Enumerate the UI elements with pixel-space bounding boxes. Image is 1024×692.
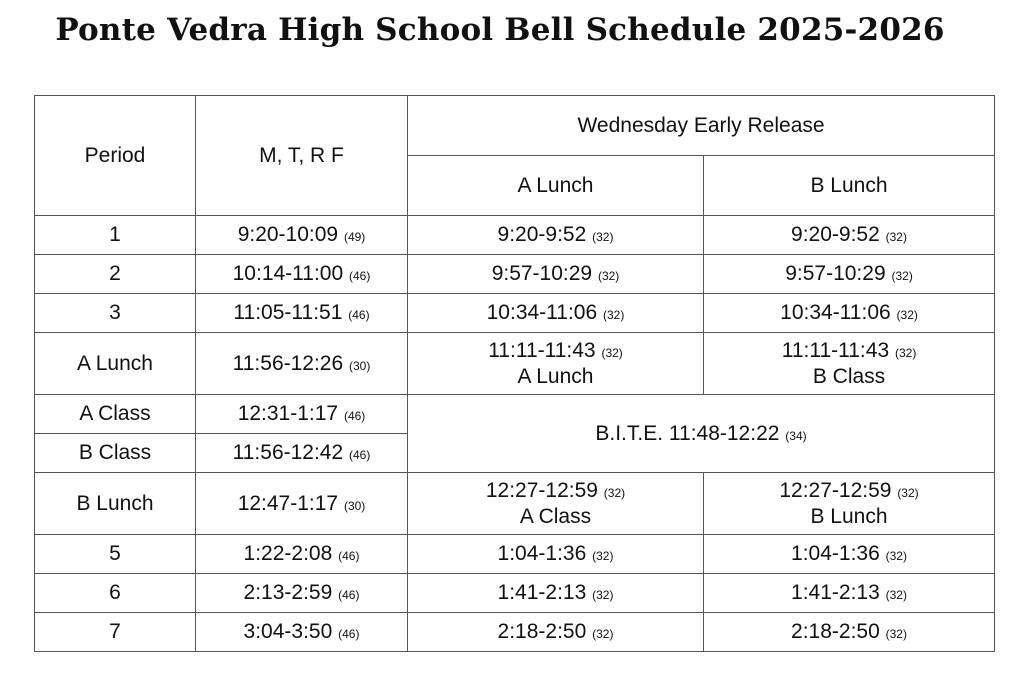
time-range: 9:57-10:29 xyxy=(491,262,593,286)
period-cell: 1 xyxy=(35,216,196,255)
header-a-lunch: A Lunch xyxy=(408,156,704,216)
b-lunch-time-cell xyxy=(704,333,995,395)
duration: (32) xyxy=(597,269,620,284)
period-cell: B Class xyxy=(35,434,196,473)
duration: (46) xyxy=(343,409,366,424)
header-wednesday: Wednesday Early Release xyxy=(408,96,995,156)
duration: (32) xyxy=(601,345,623,360)
time-range: 12:27-12:59 xyxy=(779,478,892,502)
time-range: 2:18-2:50 xyxy=(497,620,587,644)
duration: (46) xyxy=(338,549,360,564)
duration: (46) xyxy=(338,627,360,642)
duration: (32) xyxy=(897,485,919,500)
period-cell: 7 xyxy=(35,613,196,652)
regular-time-cell xyxy=(196,294,408,333)
a-lunch-time-cell xyxy=(408,294,704,333)
time-range: 12:47-1:17 xyxy=(237,491,339,515)
time-range: 11:56-12:42 xyxy=(232,441,344,465)
time-range: 11:05-11:51 xyxy=(233,301,343,325)
regular-time-cell xyxy=(196,535,408,574)
a-lunch-time-cell xyxy=(408,473,704,535)
b-lunch-time-cell xyxy=(704,216,995,255)
bite-time: B.I.T.E. 11:48-12:22 xyxy=(595,421,780,445)
b-lunch-time-cell xyxy=(704,535,995,574)
b-lunch-time-cell xyxy=(704,574,995,613)
table-row xyxy=(35,216,995,255)
period-cell: 5 xyxy=(35,535,196,574)
period-cell: B Lunch xyxy=(35,473,196,535)
duration: (46) xyxy=(348,308,370,323)
duration: (34) xyxy=(785,428,807,443)
activity-note: B Class xyxy=(812,364,886,388)
b-lunch-time-cell xyxy=(704,473,995,535)
regular-time-cell xyxy=(196,613,408,652)
time-range: 10:34-11:06 xyxy=(486,301,598,325)
table-row xyxy=(35,333,995,395)
period-cell: A Lunch xyxy=(35,333,196,395)
regular-time-cell xyxy=(196,333,408,395)
time-range: 9:57-10:29 xyxy=(785,262,886,286)
a-lunch-time-cell xyxy=(408,333,704,395)
header-b-lunch: B Lunch xyxy=(704,156,995,216)
period-cell: 6 xyxy=(35,574,196,613)
period-cell: A Class xyxy=(35,395,196,434)
time-range: 1:22-2:08 xyxy=(243,542,333,566)
time-range: 1:41-2:13 xyxy=(497,581,587,605)
activity-note: B Lunch xyxy=(810,504,888,528)
period-cell: 3 xyxy=(35,294,196,333)
table-row xyxy=(35,574,995,613)
a-lunch-time-cell xyxy=(408,216,704,255)
table-row xyxy=(35,255,995,294)
duration: (46) xyxy=(349,269,371,284)
a-lunch-time-cell xyxy=(408,574,704,613)
time-range: 9:20-9:52 xyxy=(791,223,880,247)
a-lunch-time-cell xyxy=(408,255,704,294)
activity-note: A Lunch xyxy=(517,364,594,388)
b-lunch-time-cell xyxy=(704,294,995,333)
bite-cell xyxy=(408,395,995,473)
duration: (32) xyxy=(885,627,907,642)
table-row xyxy=(35,473,995,535)
time-range: 9:20-10:09 xyxy=(237,223,339,247)
time-range: 11:56-12:26 xyxy=(232,351,344,375)
duration: (32) xyxy=(603,485,626,500)
regular-time-cell xyxy=(196,434,408,473)
duration: (46) xyxy=(349,448,371,463)
duration: (32) xyxy=(885,230,907,245)
time-range: 3:04-3:50 xyxy=(243,620,333,644)
duration: (32) xyxy=(592,588,614,603)
regular-time-cell xyxy=(196,574,408,613)
time-range: 10:14-11:00 xyxy=(232,262,344,286)
table-row xyxy=(35,535,995,574)
regular-time-cell xyxy=(196,395,408,434)
time-range: 12:27-12:59 xyxy=(485,478,598,502)
duration: (46) xyxy=(338,588,360,603)
header-regular-days: M, T, R F xyxy=(196,96,408,216)
b-lunch-time-cell xyxy=(704,613,995,652)
table-row xyxy=(35,395,995,434)
duration: (32) xyxy=(891,269,913,284)
duration: (32) xyxy=(592,230,614,245)
table-row xyxy=(35,613,995,652)
time-range: 9:20-9:52 xyxy=(497,223,587,247)
time-range: 1:04-1:36 xyxy=(497,542,587,566)
time-range: 11:11-11:43 xyxy=(781,338,890,362)
time-range: 12:31-1:17 xyxy=(237,402,339,426)
duration: (32) xyxy=(896,308,918,323)
time-range: 11:11-11:43 xyxy=(488,338,596,362)
duration: (32) xyxy=(885,588,907,603)
regular-time-cell xyxy=(196,216,408,255)
a-lunch-time-cell xyxy=(408,535,704,574)
a-lunch-time-cell xyxy=(408,613,704,652)
b-lunch-time-cell xyxy=(704,255,995,294)
duration: (30) xyxy=(349,358,371,373)
time-range: 2:13-2:59 xyxy=(243,581,333,605)
time-range: 1:04-1:36 xyxy=(791,542,880,566)
activity-note: A Class xyxy=(519,504,592,528)
header-period: Period xyxy=(35,96,196,216)
bell-schedule-table xyxy=(34,95,995,652)
duration: (49) xyxy=(343,230,366,245)
duration: (30) xyxy=(343,498,366,513)
time-range: 2:18-2:50 xyxy=(791,620,880,644)
table-row xyxy=(35,294,995,333)
time-range: 10:34-11:06 xyxy=(780,301,891,325)
duration: (32) xyxy=(885,549,907,564)
time-range: 1:41-2:13 xyxy=(791,581,880,605)
duration: (32) xyxy=(592,549,614,564)
duration: (32) xyxy=(894,345,917,360)
header-row xyxy=(35,96,995,156)
period-cell: 2 xyxy=(35,255,196,294)
page-title: Ponte Vedra High School Bell Schedule 2025-2026 xyxy=(55,12,945,48)
duration: (32) xyxy=(603,308,625,323)
regular-time-cell xyxy=(196,255,408,294)
duration: (32) xyxy=(592,627,614,642)
regular-time-cell xyxy=(196,473,408,535)
